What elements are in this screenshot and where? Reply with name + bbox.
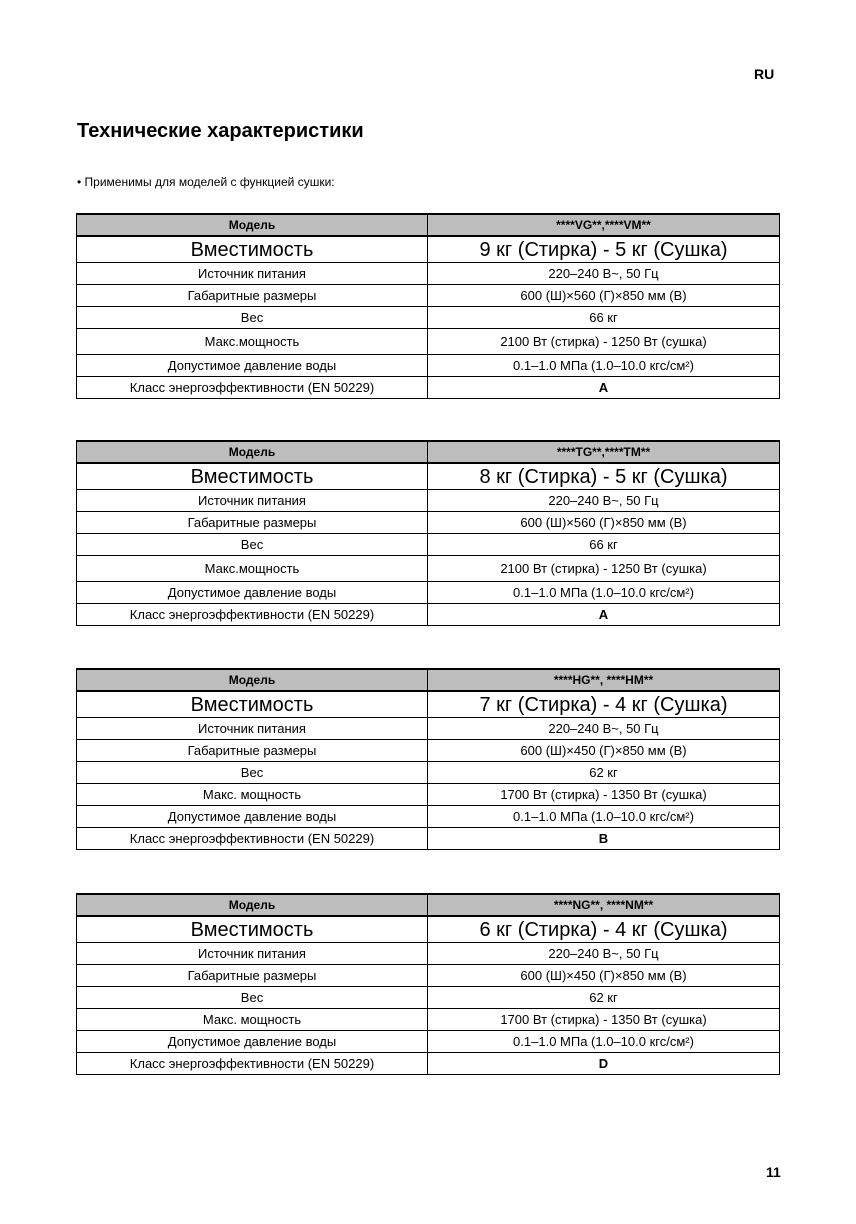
- dimensions-value: 600 (Ш)×560 (Г)×850 мм (В): [428, 512, 780, 534]
- water-pressure-label: Допустимое давление воды: [77, 806, 428, 828]
- spec-table-3: [76, 668, 780, 850]
- water-pressure-label: Допустимое давление воды: [77, 355, 428, 377]
- table-row: [77, 534, 780, 556]
- energy-class-value: D: [428, 1053, 780, 1075]
- power-source-value: 220–240 В~, 50 Гц: [428, 718, 780, 740]
- table-row: [77, 784, 780, 806]
- weight-value: 62 кг: [428, 987, 780, 1009]
- weight-label: Вес: [77, 987, 428, 1009]
- table-row: [77, 490, 780, 512]
- water-pressure-value: 0.1–1.0 МПа (1.0–10.0 кгс/см²): [428, 582, 780, 604]
- table-row: [77, 987, 780, 1009]
- weight-label: Вес: [77, 762, 428, 784]
- table-header-row: [77, 214, 780, 236]
- power-source-value: 220–240 В~, 50 Гц: [428, 943, 780, 965]
- table-row: [77, 718, 780, 740]
- capacity-label: Вместимость: [77, 691, 428, 718]
- model-value: ****TG**,****TM**: [428, 441, 780, 463]
- water-pressure-value: 0.1–1.0 МПа (1.0–10.0 кгс/см²): [428, 806, 780, 828]
- spec-table-1: [76, 213, 780, 399]
- power-source-value: 220–240 В~, 50 Гц: [428, 490, 780, 512]
- table-row: [77, 263, 780, 285]
- water-pressure-value: 0.1–1.0 МПа (1.0–10.0 кгс/см²): [428, 1031, 780, 1053]
- capacity-value: 8 кг (Стирка) - 5 кг (Сушка): [428, 463, 780, 490]
- table-row: [77, 691, 780, 718]
- max-power-value: 2100 Вт (стирка) - 1250 Вт (сушка): [428, 329, 780, 355]
- table-row: [77, 307, 780, 329]
- table-row: [77, 762, 780, 784]
- model-value: ****VG**,****VM**: [428, 214, 780, 236]
- table-row: [77, 582, 780, 604]
- power-source-label: Источник питания: [77, 943, 428, 965]
- table-row: [77, 828, 780, 850]
- energy-class-label: Класс энергоэффективности (EN 50229): [77, 1053, 428, 1075]
- table-row: [77, 512, 780, 534]
- power-source-label: Источник питания: [77, 263, 428, 285]
- spec-table-2: [76, 440, 780, 626]
- table-row: [77, 285, 780, 307]
- energy-class-label: Класс энергоэффективности (EN 50229): [77, 377, 428, 399]
- page-number: 11: [766, 1164, 781, 1180]
- weight-value: 66 кг: [428, 534, 780, 556]
- table-row: [77, 1031, 780, 1053]
- table-row: [77, 916, 780, 943]
- weight-value: 66 кг: [428, 307, 780, 329]
- max-power-label: Макс.мощность: [77, 329, 428, 355]
- weight-value: 62 кг: [428, 762, 780, 784]
- water-pressure-value: 0.1–1.0 МПа (1.0–10.0 кгс/см²): [428, 355, 780, 377]
- max-power-label: Макс. мощность: [77, 1009, 428, 1031]
- page-title: Технические характеристики: [77, 120, 364, 142]
- power-source-label: Источник питания: [77, 718, 428, 740]
- table-row: [77, 740, 780, 762]
- power-source-value: 220–240 В~, 50 Гц: [428, 263, 780, 285]
- table-row: [77, 377, 780, 399]
- max-power-value: 1700 Вт (стирка) - 1350 Вт (сушка): [428, 784, 780, 806]
- dimensions-value: 600 (Ш)×450 (Г)×850 мм (В): [428, 740, 780, 762]
- table-row: [77, 965, 780, 987]
- model-label: Модель: [77, 214, 428, 236]
- table-row: [77, 463, 780, 490]
- max-power-label: Макс. мощность: [77, 784, 428, 806]
- table-header-row: [77, 441, 780, 463]
- table-row: [77, 806, 780, 828]
- dimensions-label: Габаритные размеры: [77, 285, 428, 307]
- energy-class-label: Класс энергоэффективности (EN 50229): [77, 604, 428, 626]
- weight-label: Вес: [77, 534, 428, 556]
- model-value: ****NG**, ****NM**: [428, 894, 780, 916]
- language-code: RU: [754, 66, 775, 82]
- max-power-value: 2100 Вт (стирка) - 1250 Вт (сушка): [428, 556, 780, 582]
- model-label: Модель: [77, 894, 428, 916]
- table-row: [77, 943, 780, 965]
- capacity-value: 7 кг (Стирка) - 4 кг (Сушка): [428, 691, 780, 718]
- capacity-label: Вместимость: [77, 236, 428, 263]
- power-source-label: Источник питания: [77, 490, 428, 512]
- dimensions-label: Габаритные размеры: [77, 965, 428, 987]
- dimensions-value: 600 (Ш)×560 (Г)×850 мм (В): [428, 285, 780, 307]
- energy-class-value: A: [428, 604, 780, 626]
- max-power-label: Макс.мощность: [77, 556, 428, 582]
- table-row: [77, 355, 780, 377]
- table-row: [77, 556, 780, 582]
- model-label: Модель: [77, 441, 428, 463]
- table-row: [77, 236, 780, 263]
- capacity-value: 9 кг (Стирка) - 5 кг (Сушка): [428, 236, 780, 263]
- capacity-label: Вместимость: [77, 916, 428, 943]
- table-row: [77, 1009, 780, 1031]
- model-label: Модель: [77, 669, 428, 691]
- applicability-note: • Применимы для моделей с функцией сушки:: [77, 175, 335, 189]
- water-pressure-label: Допустимое давление воды: [77, 582, 428, 604]
- table-row: [77, 1053, 780, 1075]
- table-header-row: [77, 894, 780, 916]
- dimensions-label: Габаритные размеры: [77, 512, 428, 534]
- energy-class-label: Класс энергоэффективности (EN 50229): [77, 828, 428, 850]
- model-value: ****HG**, ****HM**: [428, 669, 780, 691]
- table-header-row: [77, 669, 780, 691]
- dimensions-value: 600 (Ш)×450 (Г)×850 мм (В): [428, 965, 780, 987]
- weight-label: Вес: [77, 307, 428, 329]
- capacity-label: Вместимость: [77, 463, 428, 490]
- energy-class-value: A: [428, 377, 780, 399]
- table-row: [77, 329, 780, 355]
- spec-table-4: [76, 893, 780, 1075]
- max-power-value: 1700 Вт (стирка) - 1350 Вт (сушка): [428, 1009, 780, 1031]
- table-row: [77, 604, 780, 626]
- capacity-value: 6 кг (Стирка) - 4 кг (Сушка): [428, 916, 780, 943]
- dimensions-label: Габаритные размеры: [77, 740, 428, 762]
- water-pressure-label: Допустимое давление воды: [77, 1031, 428, 1053]
- energy-class-value: B: [428, 828, 780, 850]
